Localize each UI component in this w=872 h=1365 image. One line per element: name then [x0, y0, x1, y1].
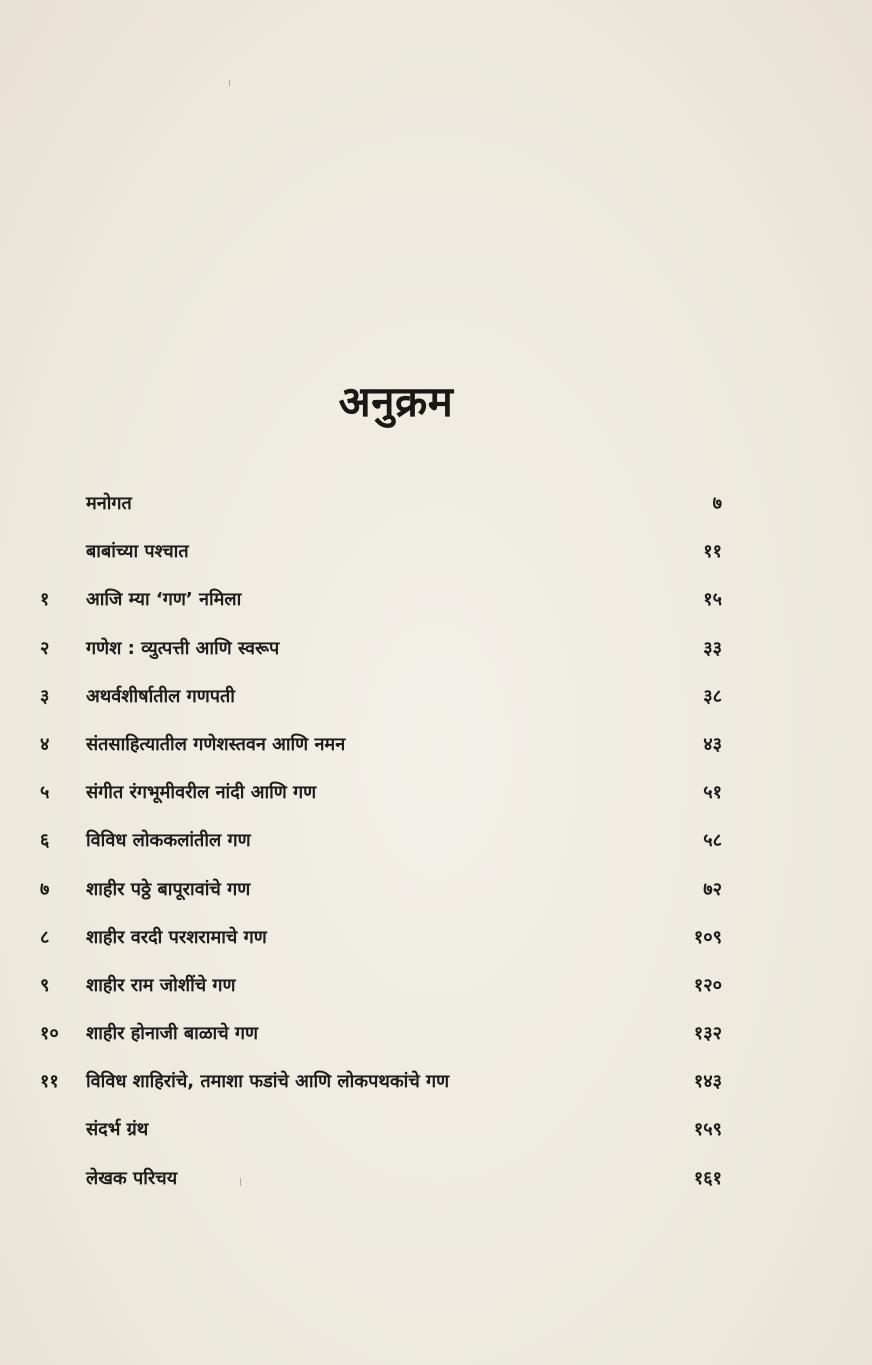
toc-entry [40, 1114, 740, 1162]
page-number: ४३ [703, 733, 722, 755]
chapter-title: शाहीर होनाजी बाळाचे गण [86, 1023, 259, 1045]
chapter-number: ११ [40, 1071, 59, 1093]
toc-entry [40, 1066, 740, 1114]
chapter-number: ७ [40, 878, 50, 900]
paper-speck [240, 1178, 241, 1186]
toc-entry [40, 681, 740, 729]
page-number: १५९ [693, 1119, 722, 1141]
chapter-title: अथर्वशीर्षातील गणपती [86, 685, 235, 707]
chapter-title: लेखक परिचय [86, 1167, 178, 1189]
page-number: १५ [703, 589, 722, 611]
toc-entry [40, 488, 740, 536]
chapter-number: १० [40, 1023, 59, 1045]
page-number: १२० [693, 974, 722, 996]
toc-entry [40, 922, 740, 970]
page-number: ३३ [703, 637, 722, 659]
chapter-title: बाबांच्या पश्चात [86, 541, 189, 563]
page-number: ५८ [703, 830, 722, 852]
chapter-title: शाहीर राम जोशींचे गण [86, 974, 236, 996]
toc-entry [40, 729, 740, 777]
page-number: ७ [712, 493, 722, 514]
page-number: ३८ [703, 685, 722, 707]
page-number: १४३ [693, 1071, 722, 1093]
chapter-title: मनोगत [86, 493, 132, 514]
chapter-title: गणेश : व्युत्पत्ती आणि स्वरूप [86, 637, 280, 659]
page-title: अनुक्रम [338, 377, 454, 426]
chapter-number: ५ [40, 782, 50, 804]
chapter-number: १ [40, 589, 50, 611]
chapter-title: संगीत रंगभूमीवरील नांदी आणि गण [86, 782, 317, 804]
toc-entry [40, 777, 740, 825]
page-number: १०९ [693, 926, 722, 948]
toc-entry [40, 874, 740, 922]
toc-entry [40, 536, 740, 584]
chapter-number: ९ [40, 974, 50, 996]
chapter-title: शाहीर वरदी परशरामाचे गण [86, 926, 267, 948]
toc-entry [40, 970, 740, 1018]
toc-entry [40, 633, 740, 681]
chapter-title: संतसाहित्यातील गणेशस्तवन आणि नमन [86, 733, 346, 755]
chapter-number: ४ [40, 733, 50, 755]
chapter-number: २ [40, 637, 50, 659]
chapter-title: विविध लोककलांतील गण [86, 830, 251, 852]
page-number: ११ [703, 541, 722, 563]
chapter-title: आजि म्या ‘गण’ नमिला [86, 589, 242, 611]
toc-entry [40, 1018, 740, 1066]
chapter-number: ६ [40, 830, 50, 852]
chapter-title: विविध शाहिरांचे, तमाशा फडांचे आणि लोकपथकांचे गण [86, 1071, 450, 1093]
toc-entry [40, 584, 740, 632]
table-of-contents [40, 488, 740, 1211]
page-number: ७२ [703, 878, 722, 900]
chapter-title: शाहीर पठ्ठे बापूरावांचे गण [86, 878, 251, 900]
chapter-number: ३ [40, 685, 50, 707]
toc-entry [40, 1163, 740, 1211]
page-number: १६१ [693, 1167, 722, 1189]
page-number: ५१ [703, 782, 722, 804]
page-number: १३२ [693, 1023, 722, 1045]
paper-speck [229, 80, 230, 86]
chapter-number: ८ [40, 926, 50, 948]
toc-entry [40, 825, 740, 873]
chapter-title: संदर्भ ग्रंथ [86, 1119, 149, 1141]
